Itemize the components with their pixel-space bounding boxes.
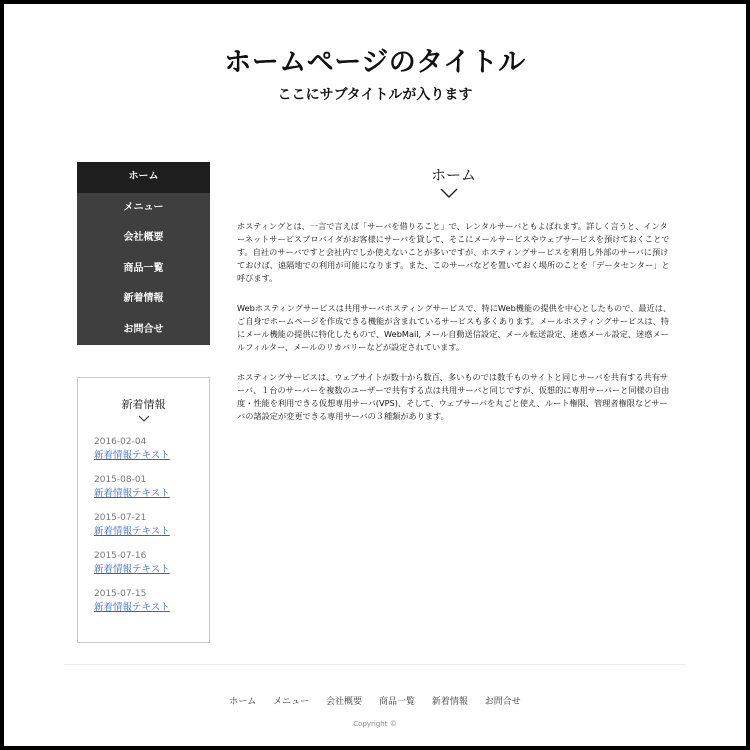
news-link[interactable]: 新着情報テキスト	[94, 526, 170, 537]
chevron-down-icon	[138, 415, 150, 422]
news-date: 2015-07-15	[94, 589, 147, 599]
sidebar-item-contact[interactable]: お問合せ	[123, 323, 164, 335]
paragraph: Webホスティングサービスは共用サーバホスティングサービスで、特にWeb機能の提供を中心としたもので、最近は、ご自身でホームページを作成できる機能が含まれているサービスも多くあります。メールホスティングサービスは、特にメール機能の提供に特化したもので、WebMail, メール自動送信設定、メール転送設定、迷惑メール設定、迷惑メールフィルター、メールのリカバリーなどが設定されています。	[237, 303, 672, 352]
copyright: Copyright ©	[353, 720, 397, 728]
news-widget	[77, 377, 210, 643]
footer-link-news[interactable]: 新着情報	[431, 697, 468, 707]
news-item	[94, 512, 170, 550]
page	[4, 4, 746, 746]
news-link[interactable]: 新着情報テキスト	[94, 564, 170, 575]
news-date: 2015-07-21	[94, 513, 147, 523]
site-title: ホームページのタイトル	[224, 47, 526, 78]
sidebar-item-news[interactable]: 新着情報	[123, 293, 164, 304]
news-item	[94, 588, 170, 626]
news-widget-title: 新着情報	[121, 398, 166, 411]
footer-link-contact[interactable]: お問合せ	[484, 697, 521, 707]
footer-link-home[interactable]: ホーム	[229, 697, 257, 707]
footer-link-products[interactable]: 商品一覧	[378, 697, 415, 707]
chevron-down-icon	[440, 188, 458, 199]
footer-link-menu[interactable]: メニュー	[273, 697, 310, 707]
news-link[interactable]: 新着情報テキスト	[94, 450, 170, 461]
main-content	[237, 220, 673, 440]
paragraph: ホスティングとは、一言で言えば「サーバを借りること」で、レンタルサーバともよばれます。詳しく言うと、インターネットサービスプロバイダがお客様にサーバを貸して、そこにメールサービスやウェブサービスを預けておくことです。自社のサーバですと会社内でしか使えないことが多いですが、ホスティングサービスを利用し外部のサーバに預けておけば、遠隔地での利用が可能になります。また、このサーバなどを置いておく場所のことを「データセンター」と呼びます。	[237, 221, 670, 283]
news-date: 2015-07-16	[94, 551, 147, 561]
news-list	[94, 436, 170, 626]
site-subtitle: ここにサブタイトルが入ります	[277, 87, 473, 103]
news-item	[94, 436, 170, 474]
sidebar-item-products[interactable]: 商品一覧	[123, 262, 164, 274]
footer-nav	[4, 694, 746, 707]
news-link[interactable]: 新着情報テキスト	[94, 488, 170, 499]
news-item	[94, 474, 170, 512]
sidebar-item-home[interactable]: ホーム	[77, 162, 210, 193]
footer-divider	[64, 664, 686, 665]
news-link[interactable]: 新着情報テキスト	[94, 602, 170, 613]
sidebar-item-menu[interactable]: メニュー	[123, 201, 164, 213]
main-heading: ホーム	[430, 166, 476, 184]
paragraph: ホスティングサービスは、ウェブサイトが数十から数百、多いものでは数千ものサイトと同じサーバを共有する共有サーバ、１台のサーバーを複数のユーザーで共有する点は共用サーバと同じですが、仮想的に専用サーバーと同様の自由度・性能を利用できる仮想専用サーバ(VPS)、そして、ウェブサーバを丸ごと使え、ルート権限、管理者権限などサーバの諸設定が変更できる専用サーバの３種類があります。	[237, 372, 670, 421]
news-item	[94, 550, 170, 588]
news-date: 2016-02-04	[94, 437, 147, 447]
footer-link-company[interactable]: 会社概要	[326, 697, 363, 707]
side-nav	[77, 162, 210, 345]
sidebar-item-company[interactable]: 会社概要	[123, 232, 164, 243]
news-date: 2015-08-01	[94, 475, 147, 485]
